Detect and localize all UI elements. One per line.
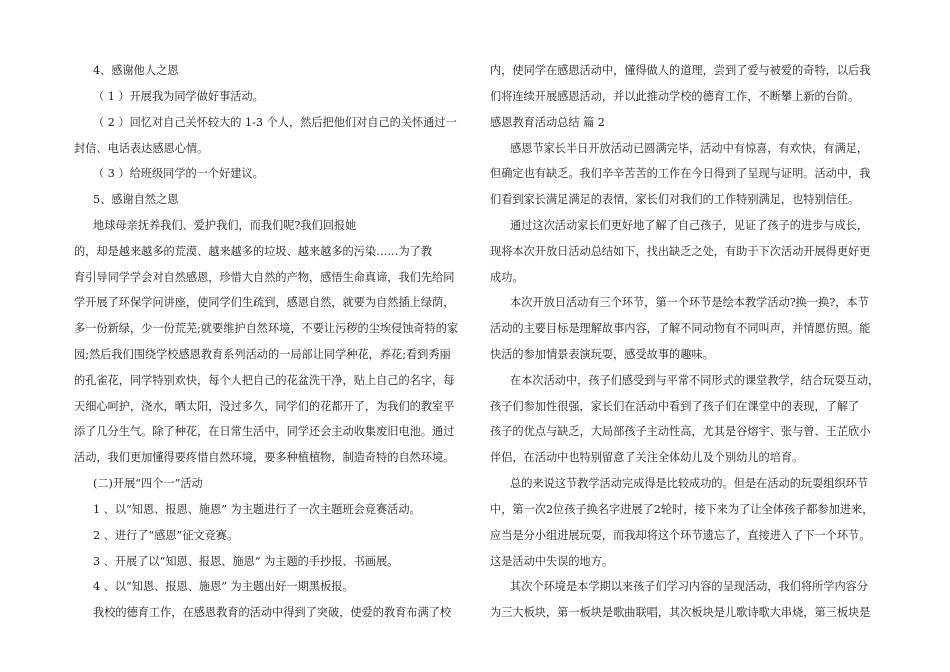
left-column-line: 4、感谢他人之恩 [93, 64, 179, 77]
left-column-line: 封信、电话表达感恩心情。 [74, 142, 209, 155]
left-column-line: 的孔雀花，同学特别欢快，每个人把自己的花盆洗干净，贴上自己的名字，每 [74, 374, 455, 387]
left-column-line: 5、感谢自然之恩 [93, 193, 179, 206]
right-column-line: 总的来说这节教学活动完成得是比较成功的。但是在活动的玩耍组织环节 [510, 477, 869, 490]
left-column-line: （ 1 ）开展我为同学做好事活动。 [93, 90, 264, 103]
right-column-line: 活动的主要目标是理解故事内容，了解不同动物有不同叫声，并情愿仿照。能 [490, 322, 871, 335]
right-column-line: 成功。 [490, 271, 524, 284]
right-column-line: 孩子们参加性很强，家长们在活动中看到了孩子们在课堂中的表现，了解了 [490, 400, 860, 413]
left-column-line: 活动，我们更加懂得要疼惜自然环境，要多种植植物，制造奇特的自然环境。 [74, 451, 455, 464]
left-column-line: 1 、以“知恩、报恩、施恩” 为主题进行了一次主题班会竞赛活动。 [93, 503, 421, 516]
left-column-line: 我校的德育工作，在感恩教育的活动中得到了突破，使爱的教育布满了校 [93, 606, 452, 619]
right-column-line: 在本次活动中，孩子们感受到与平常不同形式的课堂教学，结合玩耍互动， [510, 374, 880, 387]
right-column-line: 感恩教育活动总结 篇 2 [490, 116, 605, 129]
right-column-line: 现将本次开放日活动总结如下，找出缺乏之处，有助于下次活动开展得更好更 [490, 245, 871, 258]
left-column-line: 育引导同学学会对自然感恩，珍惜大自然的产物，感悟生命真谛，我们先给同 [74, 271, 455, 284]
left-column-line: 添了几分生气。除了种花，在日常生活中，同学还会主动收集废旧电池。通过 [74, 425, 455, 438]
left-column-line: 的，却是越来越多的荒漠、越来越多的垃圾、越来越多的污染……为了教 [74, 245, 433, 258]
right-column-line: 内，使同学在感恩活动中，懂得做人的道理，尝到了爱与被爱的奇特，以后我 [490, 64, 871, 77]
left-column-line: 天细心呵护，浇水，晒太阳，没过多久，同学们的花都开了，为我们的教室平 [74, 400, 455, 413]
right-column-line: 们将连续开展感恩活动，并以此推动学校的德育工作，不断攀上新的台阶。 [490, 90, 860, 103]
left-column-line: 学开展了环保学问讲座，使同学们生疏到，感恩自然，就要为自然插上绿荫， [74, 296, 455, 309]
right-column-line: 孩子的优点与缺乏，大局部孩子主动性高，尤其是谷熔宇、张与曾、王芷欣小 [490, 425, 871, 438]
right-column-line: 中，第一次2位孩子换名字进展了2轮时，接下来为了让全体孩子都参加进来， [490, 503, 874, 516]
left-column-line: (二)开展“四个一”活动 [93, 477, 203, 490]
left-column-line: （ 3 ）给班级同学的一个好建议。 [93, 167, 264, 180]
left-column-line: 4 、以“知恩、报恩、施恩” 为主题出好一期黑板报。 [93, 580, 354, 593]
left-column-line: （ 2 ）回忆对自己关怀较大的 1-3 个人，然后把他们对自己的关怀通过一 [93, 116, 457, 129]
left-column-line: 园;然后我们围绕学校感恩教育系列活动的一局部让同学种花，养花;看到秀丽 [74, 348, 451, 361]
right-column-line: 为三大板块，第一板块是歌曲联唱，其次板块是儿歌诗歌大串烧，第三板块是 [490, 606, 871, 619]
right-column-line: 本次开放日活动有三个环节，第一个环节是绘本教学活动?换一换?，本节 [510, 296, 869, 309]
right-column-line: 感恩节家长半日开放活动已圆满完毕，活动中有惊喜，有欢快，有满足， [510, 142, 869, 155]
right-column-line: 其次个环境是本学期以来孩子们学习内容的呈现活动，我们将所学内容分 [510, 580, 869, 593]
right-column-line: 通过这次活动家长们更好地了解了自己孩子，见证了孩子的进步与成长， [510, 219, 869, 232]
right-column-line: 们看到家长满足满足的表情，家长们对我们的工作特别满足，也特别信任。 [490, 193, 860, 206]
left-column-line: 2 、进行了“感恩”征文竞赛。 [93, 529, 239, 542]
left-column-line: 多一份新绿，少一份荒芜;就要维护自然环境，不要让污秽的尘埃侵蚀奇特的家 [74, 322, 459, 335]
left-column-line: 地球母亲抚养我们、爱护我们，而我们呢?我们回报她 [93, 219, 357, 232]
right-column-line: 快活的参加情景表演玩耍，感受故事的趣味。 [490, 348, 714, 361]
right-column-line: 但确定也有缺乏。我们辛辛苦苦的工作在今日得到了呈现与证明。活动中，我 [490, 167, 871, 180]
right-column-line: 这是活动中失误的地方。 [490, 555, 614, 568]
left-column-line: 3 、开展了以“知恩、报恩、施恩” 为主题的手抄报、书画展。 [93, 555, 399, 568]
right-column-line: 应当是分小组进展玩耍，而我却将这个环节遗忘了，直接进入了下一个环节。 [490, 529, 871, 542]
right-column-line: 伴侣，在活动中也特别留意了关注全体幼儿及个别幼儿的培育。 [490, 451, 804, 464]
